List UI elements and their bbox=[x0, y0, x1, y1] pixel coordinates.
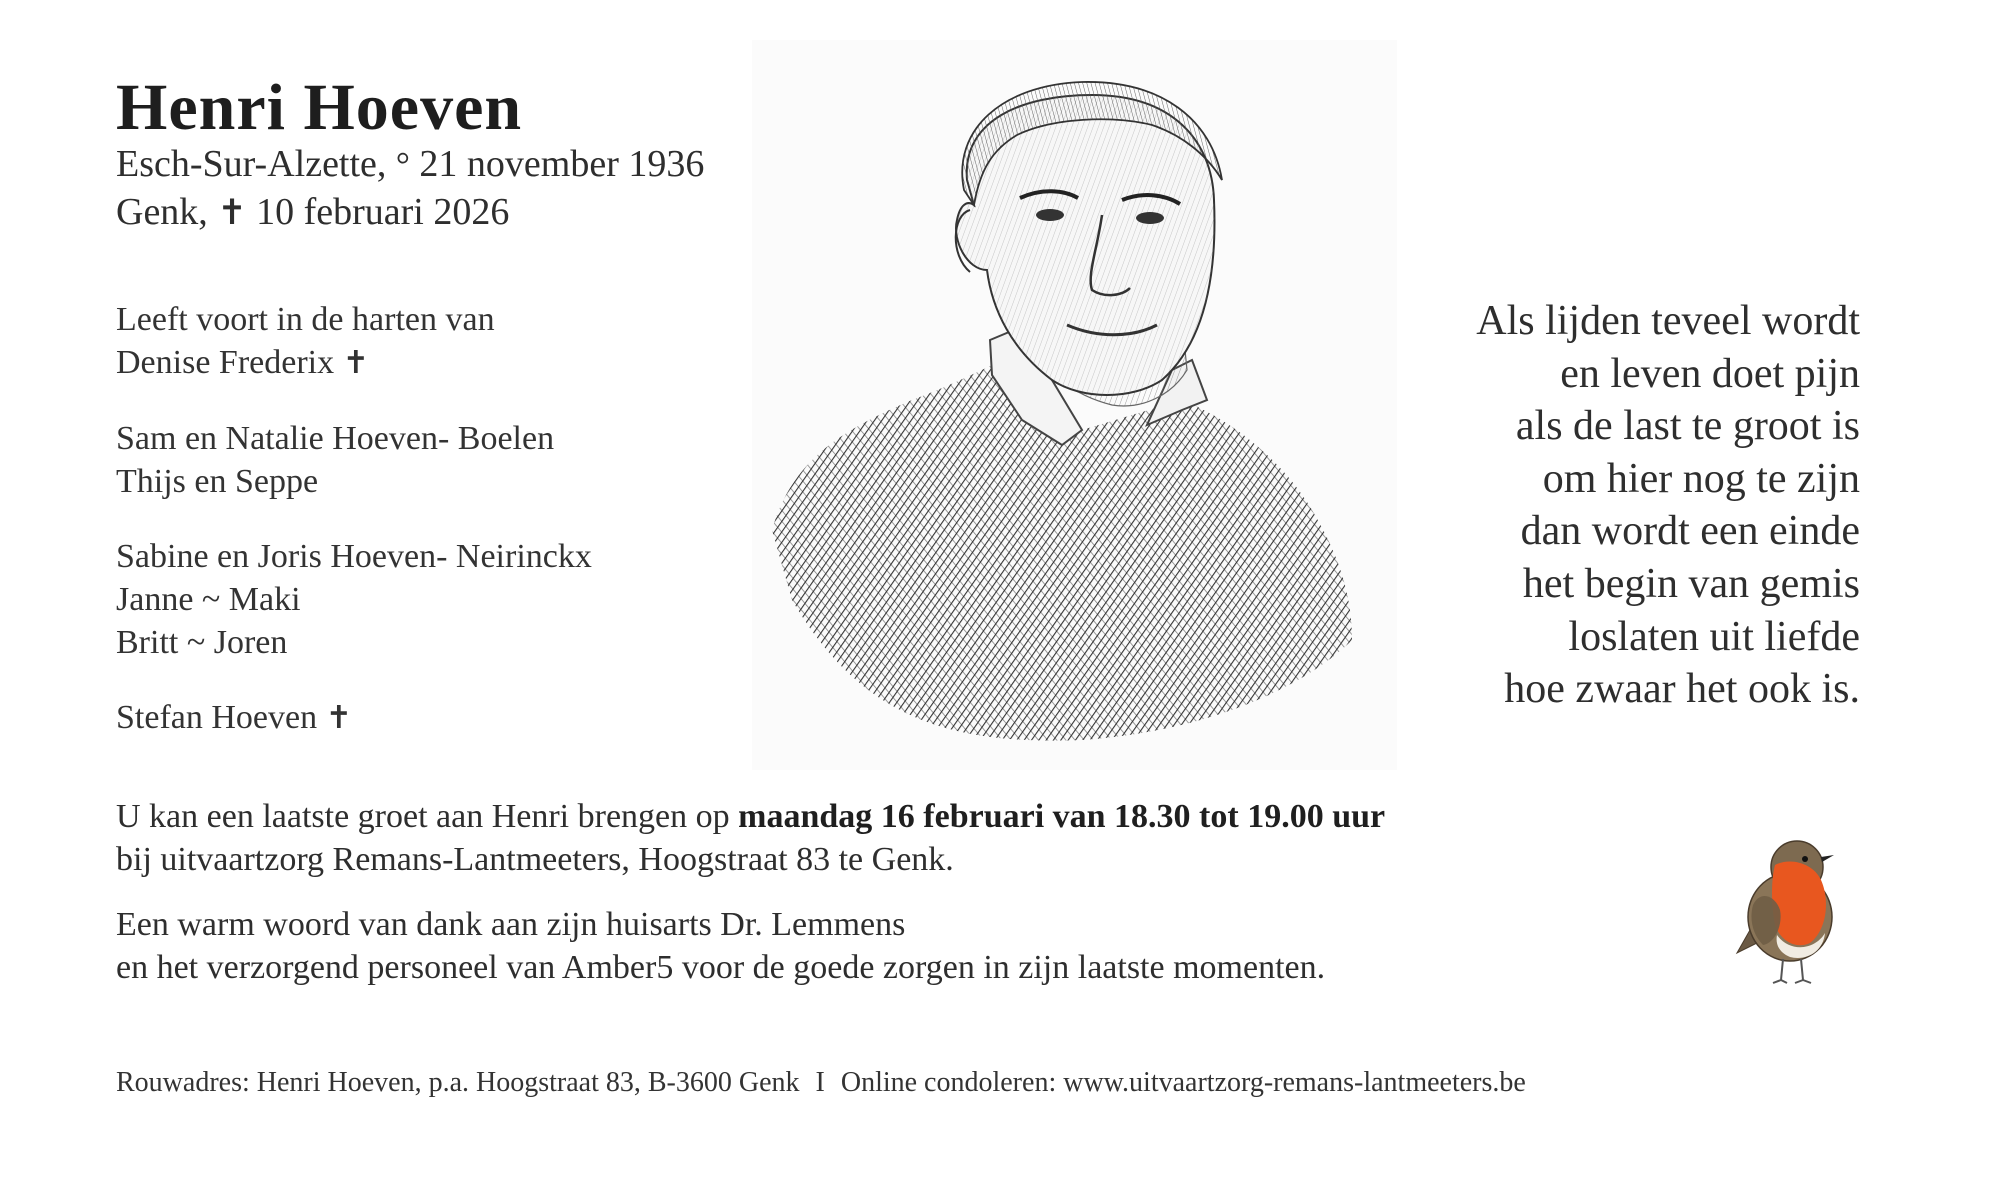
visitation-location: bij uitvaartzorg Remans-Lantmeeters, Hoogstraat 83 te Genk. bbox=[116, 841, 954, 878]
family-intro: Leeft voort in de harten van bbox=[116, 301, 495, 338]
poem-line: om hier nog te zijn bbox=[1542, 455, 1860, 502]
family-line: Thijs en Seppe bbox=[116, 463, 319, 500]
family-group-stefan bbox=[116, 696, 352, 739]
death-place: Genk, bbox=[116, 191, 208, 233]
family-line: Janne ~ Maki bbox=[116, 581, 301, 618]
thanks-line: en het verzorgend personeel van Amber5 voor de goede zorgen in zijn laatste momenten. bbox=[116, 949, 1326, 986]
portrait-image bbox=[752, 40, 1397, 770]
birth-place: Esch-Sur-Alzette, bbox=[116, 143, 387, 185]
cross-icon: ✝ bbox=[342, 345, 369, 380]
family-line: Sam en Natalie Hoeven- Boelen bbox=[116, 420, 555, 457]
family-intro-block bbox=[116, 298, 495, 384]
footer bbox=[116, 1067, 1526, 1099]
thanks-line: Een warm woord van dank aan zijn huisarts Dr. Lemmens bbox=[116, 906, 906, 943]
poem-line: hoe zwaar het ook is. bbox=[1504, 666, 1860, 713]
poem-line: en leven doet pijn bbox=[1560, 350, 1860, 397]
visitation-line-1 bbox=[116, 795, 1385, 838]
death-date: 10 februari 2026 bbox=[256, 191, 510, 233]
robin-image bbox=[1735, 835, 1850, 985]
thanks-paragraph bbox=[116, 903, 1325, 989]
poem-line: Als lijden teveel wordt bbox=[1476, 298, 1860, 344]
birth-line bbox=[116, 142, 704, 186]
birth-date: 21 november 1936 bbox=[419, 143, 705, 185]
family-line: Britt ~ Joren bbox=[116, 624, 288, 661]
visitation-datetime: maandag 16 februari van 18.30 tot 19.00 uur bbox=[738, 798, 1386, 835]
footer-address: Rouwadres: Henri Hoeven, p.a. Hoogstraat 83, B-3600 Genk bbox=[116, 1067, 800, 1098]
son-name: Stefan Hoeven bbox=[116, 699, 318, 736]
poem-line: als de last te groot is bbox=[1515, 403, 1860, 450]
family-group-sabine bbox=[116, 535, 592, 664]
family-group-sam bbox=[116, 417, 554, 503]
spouse-name: Denise Frederix bbox=[116, 344, 335, 381]
deceased-name: Henri Hoeven bbox=[116, 71, 523, 144]
birth-symbol: ° bbox=[395, 145, 410, 184]
death-line bbox=[116, 190, 509, 234]
poem-line: dan wordt een einde bbox=[1520, 508, 1860, 555]
poem bbox=[1476, 295, 1860, 716]
footer-online-condolence: Online condoleren: www.uitvaartzorg-remans-lantmeeters.be bbox=[840, 1067, 1526, 1098]
visitation-text: U kan een laatste groet aan Henri brengen op bbox=[116, 798, 739, 835]
cross-icon: ✝ bbox=[325, 700, 352, 735]
poem-line: het begin van gemis bbox=[1522, 560, 1860, 607]
cross-icon: ✝ bbox=[217, 193, 247, 232]
family-line: Sabine en Joris Hoeven- Neirinckx bbox=[116, 538, 592, 575]
footer-separator: I bbox=[815, 1067, 825, 1098]
spouse-line bbox=[116, 341, 495, 384]
poem-line: loslaten uit liefde bbox=[1568, 613, 1860, 660]
visitation-info bbox=[116, 795, 1385, 881]
